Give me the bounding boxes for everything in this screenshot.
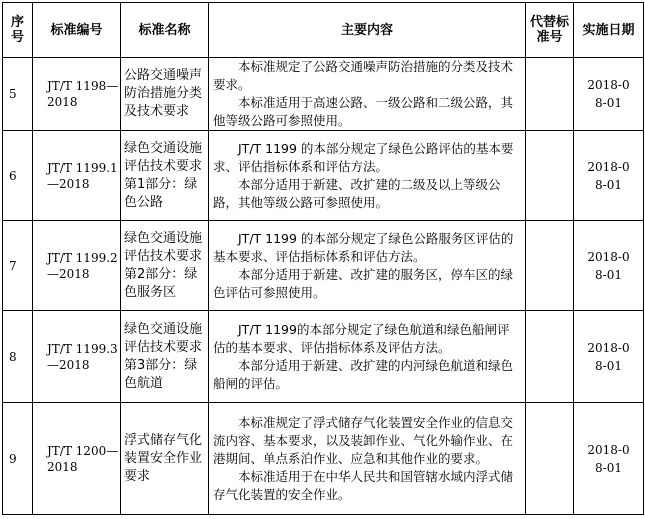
header-name: 标准名称 xyxy=(121,3,209,58)
date-text: 2018-08-01 xyxy=(587,442,630,475)
header-date: 实施日期 xyxy=(574,3,644,58)
cell-name: 公路交通噪声防治措施分类及技术要求 xyxy=(121,58,209,131)
content-paragraph: 本部分适用于新建、改扩建的二级及以上等级公路，其他等级公路可参照使用。 xyxy=(213,176,501,210)
cell-code: JT/T 1200—2018 xyxy=(33,403,121,515)
date-text: 2018-08-01 xyxy=(587,249,630,282)
content-paragraph: JT/T 1199 的本部分规定了绿色公路评估的基本要求、评估指标体系和评估方法。 xyxy=(213,140,514,174)
table-row xyxy=(3,311,644,403)
table-header-row xyxy=(3,3,644,58)
cell-name: 浮式储存气化装置安全作业要求 xyxy=(121,403,209,515)
cell-date xyxy=(574,221,644,311)
header-replace: 代替标准号 xyxy=(526,3,574,58)
cell-content xyxy=(209,58,526,131)
table-row xyxy=(3,131,644,221)
content-paragraph: 本部分适用于新建、改扩建的服务区，停车区的绿色评估可参照使用。 xyxy=(213,266,514,300)
cell-code: JT/T 1199.1—2018 xyxy=(33,131,121,221)
cell-content xyxy=(209,311,526,403)
cell-date xyxy=(574,58,644,131)
content-paragraph: 本标准规定了公路交通噪声防治措施的分类及技术要求。 xyxy=(213,59,514,92)
cell-seq: 9 xyxy=(3,403,33,515)
cell-replace xyxy=(526,131,574,221)
cell-seq: 6 xyxy=(3,131,33,221)
cell-code: JT/T 1198—2018 xyxy=(33,58,121,131)
header-seq: 序号 xyxy=(3,3,33,58)
content-paragraph: 本部分适用于新建、改扩建的内河绿色航道和绿色船闸的评估。 xyxy=(213,357,514,391)
cell-replace xyxy=(526,311,574,403)
content-paragraph: 本标准规定了浮式储存气化装置安全作业的信息交流内容、基本要求，以及装卸作业、气化外输作业、在港期间、单点系泊作业、应急和其他作业的要求。 xyxy=(213,414,514,466)
content-paragraph: 本标准适用于在中华人民共和国管辖水域内浮式储存气化装置的安全作业。 xyxy=(213,468,514,502)
cell-content xyxy=(209,221,526,311)
content-paragraph: 本标准适用于高速公路、一级公路和二级公路，其他等级公路可参照使用。 xyxy=(213,95,514,128)
cell-replace xyxy=(526,58,574,131)
header-content: 主要内容 xyxy=(209,3,526,58)
table-row xyxy=(3,221,644,311)
cell-replace xyxy=(526,221,574,311)
date-text: 2018-08-01 xyxy=(587,78,630,110)
cell-content xyxy=(209,131,526,221)
content-paragraph: JT/T 1199 的本部分规定了绿色公路服务区评估的基本要求、评估指标体系和评估方法。 xyxy=(213,230,514,264)
date-text: 2018-08-01 xyxy=(587,159,630,192)
cell-name: 绿色交通设施评估技术要求 第1部分：绿色公路 xyxy=(121,131,209,221)
cell-content xyxy=(209,403,526,515)
cell-name: 绿色交通设施评估技术要求 第3部分：绿色航道 xyxy=(121,311,209,403)
cell-seq: 7 xyxy=(3,221,33,311)
cell-code: JT/T 1199.2—2018 xyxy=(33,221,121,311)
cell-seq: 5 xyxy=(3,58,33,131)
cell-date xyxy=(574,311,644,403)
cell-code: JT/T 1199.3—2018 xyxy=(33,311,121,403)
content-paragraph: JT/T 1199的本部分规定了绿色航道和绿色船闸评估的基本要求、评估指标体系及评估方法。 xyxy=(213,321,510,355)
table-row xyxy=(3,403,644,515)
header-code: 标准编号 xyxy=(33,3,121,58)
cell-replace xyxy=(526,403,574,515)
cell-seq: 8 xyxy=(3,311,33,403)
standards-table xyxy=(2,2,644,515)
cell-date xyxy=(574,403,644,515)
cell-name: 绿色交通设施评估技术要求 第2部分：绿色服务区 xyxy=(121,221,209,311)
table-row xyxy=(3,58,644,131)
cell-date xyxy=(574,131,644,221)
date-text: 2018-08-01 xyxy=(587,340,630,373)
